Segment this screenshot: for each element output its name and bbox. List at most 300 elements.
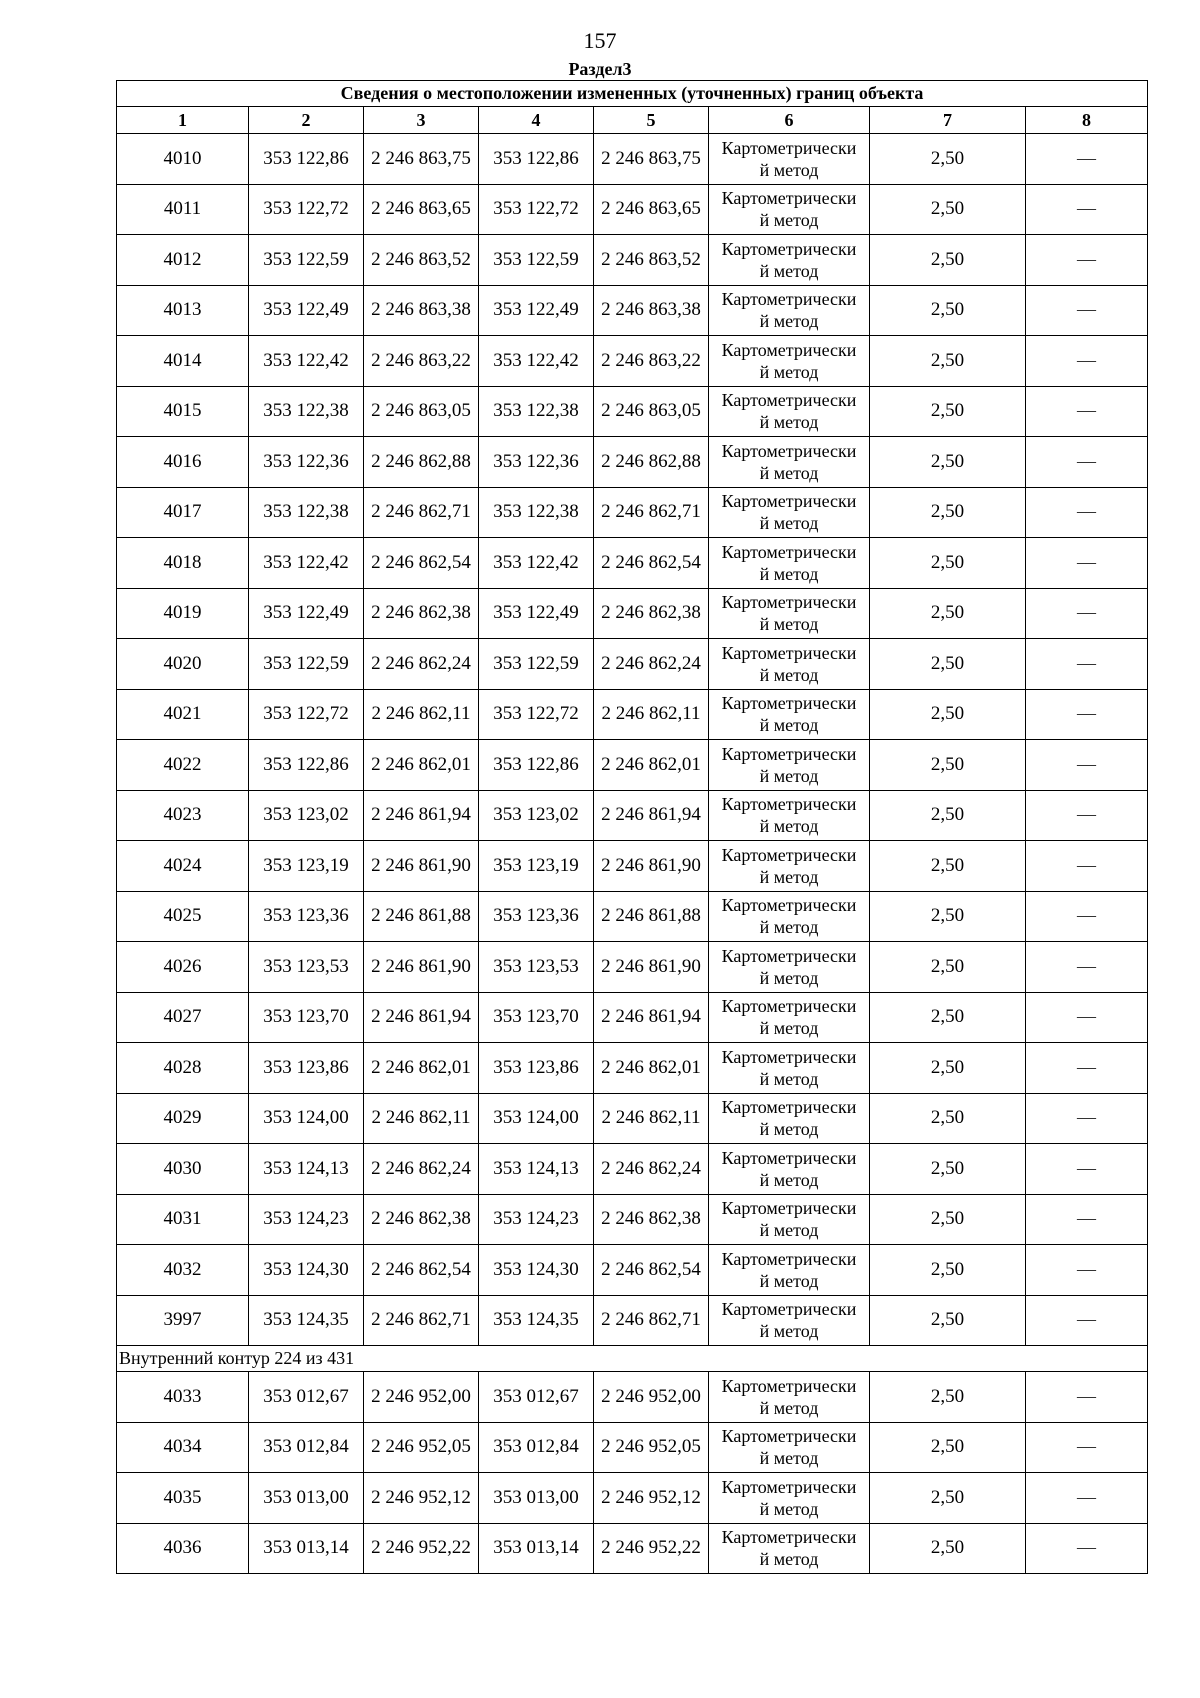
method-text-line1: Картометрически	[721, 289, 857, 310]
table-row	[117, 841, 1148, 892]
table-row	[117, 1245, 1148, 1296]
method-text-line2: й метод	[759, 412, 819, 433]
column-header: 2	[249, 107, 364, 134]
table-row	[117, 1422, 1148, 1473]
coordinate-y-cell: 2 246 862,01	[594, 740, 709, 791]
method-cell	[709, 1245, 870, 1296]
table-row	[117, 487, 1148, 538]
coordinate-x-cell: 353 122,38	[479, 487, 594, 538]
method-text-line2: й метод	[759, 866, 819, 887]
accuracy-cell: 2,50	[870, 992, 1026, 1043]
method-text-line2: й метод	[759, 1321, 819, 1342]
table-row	[117, 184, 1148, 235]
coordinate-x-cell: 353 123,86	[249, 1043, 364, 1094]
accuracy-cell: 2,50	[870, 134, 1026, 185]
coordinate-y-cell: 2 246 862,88	[594, 437, 709, 488]
table-row	[117, 285, 1148, 336]
description-cell: —	[1026, 588, 1148, 639]
method-text-line1: Картометрически	[721, 491, 857, 512]
coordinate-y-cell: 2 246 862,38	[364, 1194, 479, 1245]
accuracy-cell: 2,50	[870, 740, 1026, 791]
accuracy-cell: 2,50	[870, 588, 1026, 639]
column-header: 1	[117, 107, 249, 134]
coordinate-y-cell: 2 246 952,12	[594, 1473, 709, 1524]
coordinate-x-cell: 353 122,86	[479, 134, 594, 185]
method-text-line1: Картометрически	[721, 693, 857, 714]
description-cell: —	[1026, 487, 1148, 538]
table-row	[117, 1043, 1148, 1094]
method-text-line1: Картометрически	[721, 1375, 857, 1396]
method-cell	[709, 386, 870, 437]
coordinate-x-cell: 353 124,23	[479, 1194, 594, 1245]
method-text-line2: й метод	[759, 1270, 819, 1291]
method-text-line1: Картометрически	[721, 1198, 857, 1219]
coordinate-x-cell: 353 123,53	[479, 942, 594, 993]
method-text-line2: й метод	[759, 715, 819, 736]
method-text-line2: й метод	[759, 1068, 819, 1089]
method-cell	[709, 942, 870, 993]
coordinate-x-cell: 353 124,13	[479, 1144, 594, 1195]
method-text-line1: Картометрически	[721, 1426, 857, 1447]
coordinate-x-cell: 353 012,84	[479, 1422, 594, 1473]
coordinate-y-cell: 2 246 862,11	[364, 1093, 479, 1144]
method-text-line1: Картометрически	[721, 188, 857, 209]
point-number-cell: 4014	[117, 336, 249, 387]
table-row	[117, 992, 1148, 1043]
accuracy-cell: 2,50	[870, 841, 1026, 892]
accuracy-cell: 2,50	[870, 487, 1026, 538]
accuracy-cell: 2,50	[870, 1144, 1026, 1195]
description-cell: —	[1026, 538, 1148, 589]
coordinate-x-cell: 353 013,00	[479, 1473, 594, 1524]
table-row	[117, 588, 1148, 639]
point-number-cell: 4028	[117, 1043, 249, 1094]
table-row	[117, 437, 1148, 488]
description-cell: —	[1026, 891, 1148, 942]
accuracy-cell: 2,50	[870, 184, 1026, 235]
description-cell: —	[1026, 437, 1148, 488]
coordinate-y-cell: 2 246 863,52	[594, 235, 709, 286]
coordinate-x-cell: 353 122,36	[479, 437, 594, 488]
table-row	[117, 538, 1148, 589]
point-number-cell: 4030	[117, 1144, 249, 1195]
table-row	[117, 891, 1148, 942]
method-cell	[709, 235, 870, 286]
coordinate-y-cell: 2 246 863,52	[364, 235, 479, 286]
point-number-cell: 4036	[117, 1523, 249, 1574]
point-number-cell: 4022	[117, 740, 249, 791]
coordinate-x-cell: 353 124,30	[479, 1245, 594, 1296]
coordinate-x-cell: 353 122,38	[249, 386, 364, 437]
method-text-line1: Картометрически	[721, 339, 857, 360]
method-text-line1: Картометрически	[721, 1046, 857, 1067]
coordinate-y-cell: 2 246 952,00	[364, 1372, 479, 1423]
point-number-cell: 4013	[117, 285, 249, 336]
coordinate-y-cell: 2 246 952,22	[364, 1523, 479, 1574]
coordinate-x-cell: 353 013,14	[249, 1523, 364, 1574]
coordinate-y-cell: 2 246 862,71	[364, 487, 479, 538]
method-text-line2: й метод	[759, 563, 819, 584]
coordinate-y-cell: 2 246 862,11	[594, 1093, 709, 1144]
method-text-line1: Картометрически	[721, 1299, 857, 1320]
method-text-line1: Картометрически	[721, 945, 857, 966]
coordinate-y-cell: 2 246 862,54	[364, 538, 479, 589]
method-cell	[709, 1523, 870, 1574]
point-number-cell: 4027	[117, 992, 249, 1043]
method-cell	[709, 336, 870, 387]
point-number-cell: 4020	[117, 639, 249, 690]
column-header: 5	[594, 107, 709, 134]
method-text-line2: й метод	[759, 1119, 819, 1140]
column-header: 7	[870, 107, 1026, 134]
method-text-line2: й метод	[759, 1169, 819, 1190]
description-cell: —	[1026, 1043, 1148, 1094]
point-number-cell: 4034	[117, 1422, 249, 1473]
coordinate-x-cell: 353 012,67	[479, 1372, 594, 1423]
description-cell: —	[1026, 235, 1148, 286]
point-number-cell: 3997	[117, 1295, 249, 1346]
method-text-line1: Картометрически	[721, 1248, 857, 1269]
accuracy-cell: 2,50	[870, 386, 1026, 437]
method-text-line2: й метод	[759, 210, 819, 231]
coordinate-y-cell: 2 246 952,05	[364, 1422, 479, 1473]
coordinate-x-cell: 353 122,59	[479, 235, 594, 286]
accuracy-cell: 2,50	[870, 1295, 1026, 1346]
method-text-line2: й метод	[759, 1220, 819, 1241]
coordinate-y-cell: 2 246 862,11	[364, 689, 479, 740]
coordinate-y-cell: 2 246 862,71	[594, 487, 709, 538]
coordinate-x-cell: 353 122,42	[479, 336, 594, 387]
method-text-line2: й метод	[759, 614, 819, 635]
coordinate-x-cell: 353 124,23	[249, 1194, 364, 1245]
description-cell: —	[1026, 942, 1148, 993]
method-cell	[709, 1144, 870, 1195]
method-text-line2: й метод	[759, 1018, 819, 1039]
method-cell	[709, 790, 870, 841]
description-cell: —	[1026, 689, 1148, 740]
method-text-line2: й метод	[759, 1448, 819, 1469]
table-row	[117, 790, 1148, 841]
coordinate-y-cell: 2 246 863,22	[594, 336, 709, 387]
point-number-cell: 4029	[117, 1093, 249, 1144]
table-row	[117, 1523, 1148, 1574]
coordinate-x-cell: 353 124,13	[249, 1144, 364, 1195]
method-text-line1: Картометрически	[721, 642, 857, 663]
coordinate-y-cell: 2 246 863,05	[364, 386, 479, 437]
accuracy-cell: 2,50	[870, 689, 1026, 740]
accuracy-cell: 2,50	[870, 891, 1026, 942]
method-text-line1: Картометрически	[721, 996, 857, 1017]
point-number-cell: 4035	[117, 1473, 249, 1524]
point-number-cell: 4012	[117, 235, 249, 286]
method-cell	[709, 1295, 870, 1346]
accuracy-cell: 2,50	[870, 235, 1026, 286]
method-text-line2: й метод	[759, 816, 819, 837]
accuracy-cell: 2,50	[870, 1245, 1026, 1296]
method-cell	[709, 841, 870, 892]
point-number-cell: 4023	[117, 790, 249, 841]
table-row	[117, 1194, 1148, 1245]
description-cell: —	[1026, 134, 1148, 185]
coordinate-y-cell: 2 246 862,71	[364, 1295, 479, 1346]
coordinate-y-cell: 2 246 862,38	[594, 588, 709, 639]
coordinate-x-cell: 353 124,00	[249, 1093, 364, 1144]
point-number-cell: 4017	[117, 487, 249, 538]
accuracy-cell: 2,50	[870, 1194, 1026, 1245]
method-text-line1: Картометрически	[721, 137, 857, 158]
coordinate-x-cell: 353 122,49	[249, 285, 364, 336]
coordinate-x-cell: 353 012,84	[249, 1422, 364, 1473]
coordinate-x-cell: 353 123,02	[479, 790, 594, 841]
method-text-line2: й метод	[759, 664, 819, 685]
table-row	[117, 1372, 1148, 1423]
method-text-line2: й метод	[759, 361, 819, 382]
accuracy-cell: 2,50	[870, 336, 1026, 387]
method-cell	[709, 1422, 870, 1473]
coordinate-x-cell: 353 124,00	[479, 1093, 594, 1144]
accuracy-cell: 2,50	[870, 437, 1026, 488]
coordinate-y-cell: 2 246 861,88	[594, 891, 709, 942]
coordinate-x-cell: 353 122,49	[479, 285, 594, 336]
method-text-line2: й метод	[759, 765, 819, 786]
coordinate-x-cell: 353 122,42	[249, 336, 364, 387]
description-cell: —	[1026, 285, 1148, 336]
method-text-line2: й метод	[759, 1498, 819, 1519]
point-number-cell: 4021	[117, 689, 249, 740]
coordinate-y-cell: 2 246 863,05	[594, 386, 709, 437]
contour-label: Внутренний контур 224 из 431	[117, 1346, 1148, 1372]
point-number-cell: 4024	[117, 841, 249, 892]
description-cell: —	[1026, 1523, 1148, 1574]
method-text-line1: Картометрически	[721, 794, 857, 815]
method-text-line2: й метод	[759, 462, 819, 483]
accuracy-cell: 2,50	[870, 639, 1026, 690]
method-cell	[709, 1194, 870, 1245]
accuracy-cell: 2,50	[870, 1043, 1026, 1094]
point-number-cell: 4025	[117, 891, 249, 942]
coordinate-y-cell: 2 246 861,90	[364, 841, 479, 892]
coordinate-y-cell: 2 246 863,65	[364, 184, 479, 235]
table-row	[117, 639, 1148, 690]
description-cell: —	[1026, 740, 1148, 791]
point-number-cell: 4016	[117, 437, 249, 488]
method-text-line1: Картометрически	[721, 1097, 857, 1118]
coordinate-x-cell: 353 122,86	[479, 740, 594, 791]
coordinate-x-cell: 353 122,38	[479, 386, 594, 437]
coordinate-x-cell: 353 122,72	[479, 689, 594, 740]
description-cell: —	[1026, 1194, 1148, 1245]
accuracy-cell: 2,50	[870, 1523, 1026, 1574]
coordinate-x-cell: 353 122,72	[249, 689, 364, 740]
method-cell	[709, 487, 870, 538]
coordinate-x-cell: 353 122,42	[249, 538, 364, 589]
method-text-line2: й метод	[759, 260, 819, 281]
method-text-line1: Картометрически	[721, 844, 857, 865]
coordinate-y-cell: 2 246 862,24	[594, 639, 709, 690]
method-text-line1: Картометрически	[721, 743, 857, 764]
column-header-row	[117, 107, 1148, 134]
description-cell: —	[1026, 1372, 1148, 1423]
method-cell	[709, 1473, 870, 1524]
method-cell	[709, 538, 870, 589]
coordinate-y-cell: 2 246 863,75	[594, 134, 709, 185]
coordinate-y-cell: 2 246 862,54	[594, 1245, 709, 1296]
description-cell: —	[1026, 1473, 1148, 1524]
coordinate-x-cell: 353 012,67	[249, 1372, 364, 1423]
coordinate-y-cell: 2 246 861,94	[364, 992, 479, 1043]
coordinate-y-cell: 2 246 862,24	[594, 1144, 709, 1195]
method-cell	[709, 285, 870, 336]
point-number-cell: 4011	[117, 184, 249, 235]
coordinate-x-cell: 353 123,19	[479, 841, 594, 892]
method-text-line1: Картометрически	[721, 592, 857, 613]
coordinate-y-cell: 2 246 861,90	[364, 942, 479, 993]
page-number: 157	[583, 28, 617, 53]
method-text-line2: й метод	[759, 1397, 819, 1418]
accuracy-cell: 2,50	[870, 1093, 1026, 1144]
coordinate-x-cell: 353 122,86	[249, 134, 364, 185]
point-number-cell: 4033	[117, 1372, 249, 1423]
table-row	[117, 336, 1148, 387]
table-row	[117, 1295, 1148, 1346]
coordinate-x-cell: 353 122,36	[249, 437, 364, 488]
coordinate-y-cell: 2 246 861,90	[594, 942, 709, 993]
coordinate-y-cell: 2 246 862,11	[594, 689, 709, 740]
table-row	[117, 386, 1148, 437]
coordinate-x-cell: 353 122,72	[249, 184, 364, 235]
method-cell	[709, 740, 870, 791]
method-text-line2: й метод	[759, 967, 819, 988]
description-cell: —	[1026, 336, 1148, 387]
method-text-line1: Картометрически	[721, 390, 857, 411]
table-body	[117, 134, 1148, 1574]
point-number-cell: 4031	[117, 1194, 249, 1245]
coordinate-x-cell: 353 124,30	[249, 1245, 364, 1296]
coordinate-y-cell: 2 246 862,01	[594, 1043, 709, 1094]
contour-row	[117, 1346, 1148, 1372]
point-number-cell: 4010	[117, 134, 249, 185]
accuracy-cell: 2,50	[870, 1422, 1026, 1473]
coordinate-y-cell: 2 246 863,65	[594, 184, 709, 235]
table-caption: Сведения о местоположении измененных (уточненных) границ объекта	[117, 81, 1148, 107]
coordinate-x-cell: 353 123,86	[479, 1043, 594, 1094]
coordinate-y-cell: 2 246 863,38	[364, 285, 479, 336]
point-number-cell: 4018	[117, 538, 249, 589]
description-cell: —	[1026, 992, 1148, 1043]
description-cell: —	[1026, 790, 1148, 841]
coordinate-x-cell: 353 122,38	[249, 487, 364, 538]
coordinate-y-cell: 2 246 862,71	[594, 1295, 709, 1346]
coordinate-x-cell: 353 123,02	[249, 790, 364, 841]
coordinate-y-cell: 2 246 952,00	[594, 1372, 709, 1423]
coordinate-y-cell: 2 246 863,75	[364, 134, 479, 185]
description-cell: —	[1026, 1245, 1148, 1296]
accuracy-cell: 2,50	[870, 790, 1026, 841]
coordinate-x-cell: 353 123,70	[479, 992, 594, 1043]
table-row	[117, 740, 1148, 791]
method-text-line1: Картометрически	[721, 440, 857, 461]
method-cell	[709, 184, 870, 235]
coordinate-x-cell: 353 122,49	[249, 588, 364, 639]
coordinate-x-cell: 353 122,42	[479, 538, 594, 589]
accuracy-cell: 2,50	[870, 285, 1026, 336]
method-cell	[709, 1372, 870, 1423]
coordinate-y-cell: 2 246 861,94	[364, 790, 479, 841]
method-text-line1: Картометрически	[721, 1147, 857, 1168]
coordinate-y-cell: 2 246 952,05	[594, 1422, 709, 1473]
coordinate-y-cell: 2 246 862,01	[364, 1043, 479, 1094]
description-cell: —	[1026, 639, 1148, 690]
description-cell: —	[1026, 841, 1148, 892]
method-cell	[709, 134, 870, 185]
accuracy-cell: 2,50	[870, 1372, 1026, 1423]
coordinate-x-cell: 353 122,72	[479, 184, 594, 235]
coordinate-y-cell: 2 246 862,38	[364, 588, 479, 639]
accuracy-cell: 2,50	[870, 942, 1026, 993]
coordinate-x-cell: 353 123,19	[249, 841, 364, 892]
method-text-line2: й метод	[759, 513, 819, 534]
coordinate-x-cell: 353 124,35	[479, 1295, 594, 1346]
coordinate-y-cell: 2 246 861,94	[594, 790, 709, 841]
coordinate-y-cell: 2 246 952,12	[364, 1473, 479, 1524]
coordinate-y-cell: 2 246 862,54	[594, 538, 709, 589]
column-header: 3	[364, 107, 479, 134]
description-cell: —	[1026, 1093, 1148, 1144]
method-text-line2: й метод	[759, 311, 819, 332]
table-row	[117, 942, 1148, 993]
method-cell	[709, 689, 870, 740]
boundary-table	[116, 80, 1148, 1574]
method-cell	[709, 891, 870, 942]
coordinate-x-cell: 353 124,35	[249, 1295, 364, 1346]
point-number-cell: 4026	[117, 942, 249, 993]
coordinate-x-cell: 353 123,36	[249, 891, 364, 942]
coordinate-y-cell: 2 246 952,22	[594, 1523, 709, 1574]
accuracy-cell: 2,50	[870, 1473, 1026, 1524]
coordinate-y-cell: 2 246 862,54	[364, 1245, 479, 1296]
description-cell: —	[1026, 1144, 1148, 1195]
point-number-cell: 4019	[117, 588, 249, 639]
method-text-line2: й метод	[759, 159, 819, 180]
coordinate-x-cell: 353 122,86	[249, 740, 364, 791]
coordinate-x-cell: 353 123,70	[249, 992, 364, 1043]
method-text-line1: Картометрически	[721, 238, 857, 259]
table-row	[117, 1093, 1148, 1144]
coordinate-x-cell: 353 013,00	[249, 1473, 364, 1524]
method-cell	[709, 437, 870, 488]
coordinate-x-cell: 353 122,59	[479, 639, 594, 690]
coordinate-x-cell: 353 122,59	[249, 235, 364, 286]
method-text-line1: Картометрически	[721, 1527, 857, 1548]
point-number-cell: 4032	[117, 1245, 249, 1296]
coordinate-x-cell: 353 122,49	[479, 588, 594, 639]
method-text-line2: й метод	[759, 1549, 819, 1570]
table-row	[117, 1473, 1148, 1524]
method-text-line1: Картометрически	[721, 895, 857, 916]
method-text-line2: й метод	[759, 917, 819, 938]
table-row	[117, 235, 1148, 286]
coordinate-y-cell: 2 246 862,24	[364, 639, 479, 690]
coordinate-x-cell: 353 122,59	[249, 639, 364, 690]
description-cell: —	[1026, 184, 1148, 235]
coordinate-y-cell: 2 246 863,22	[364, 336, 479, 387]
table-row	[117, 134, 1148, 185]
method-cell	[709, 1043, 870, 1094]
method-text-line1: Картометрически	[721, 541, 857, 562]
coordinate-x-cell: 353 013,14	[479, 1523, 594, 1574]
section-label: Раздел3	[568, 59, 632, 79]
accuracy-cell: 2,50	[870, 538, 1026, 589]
